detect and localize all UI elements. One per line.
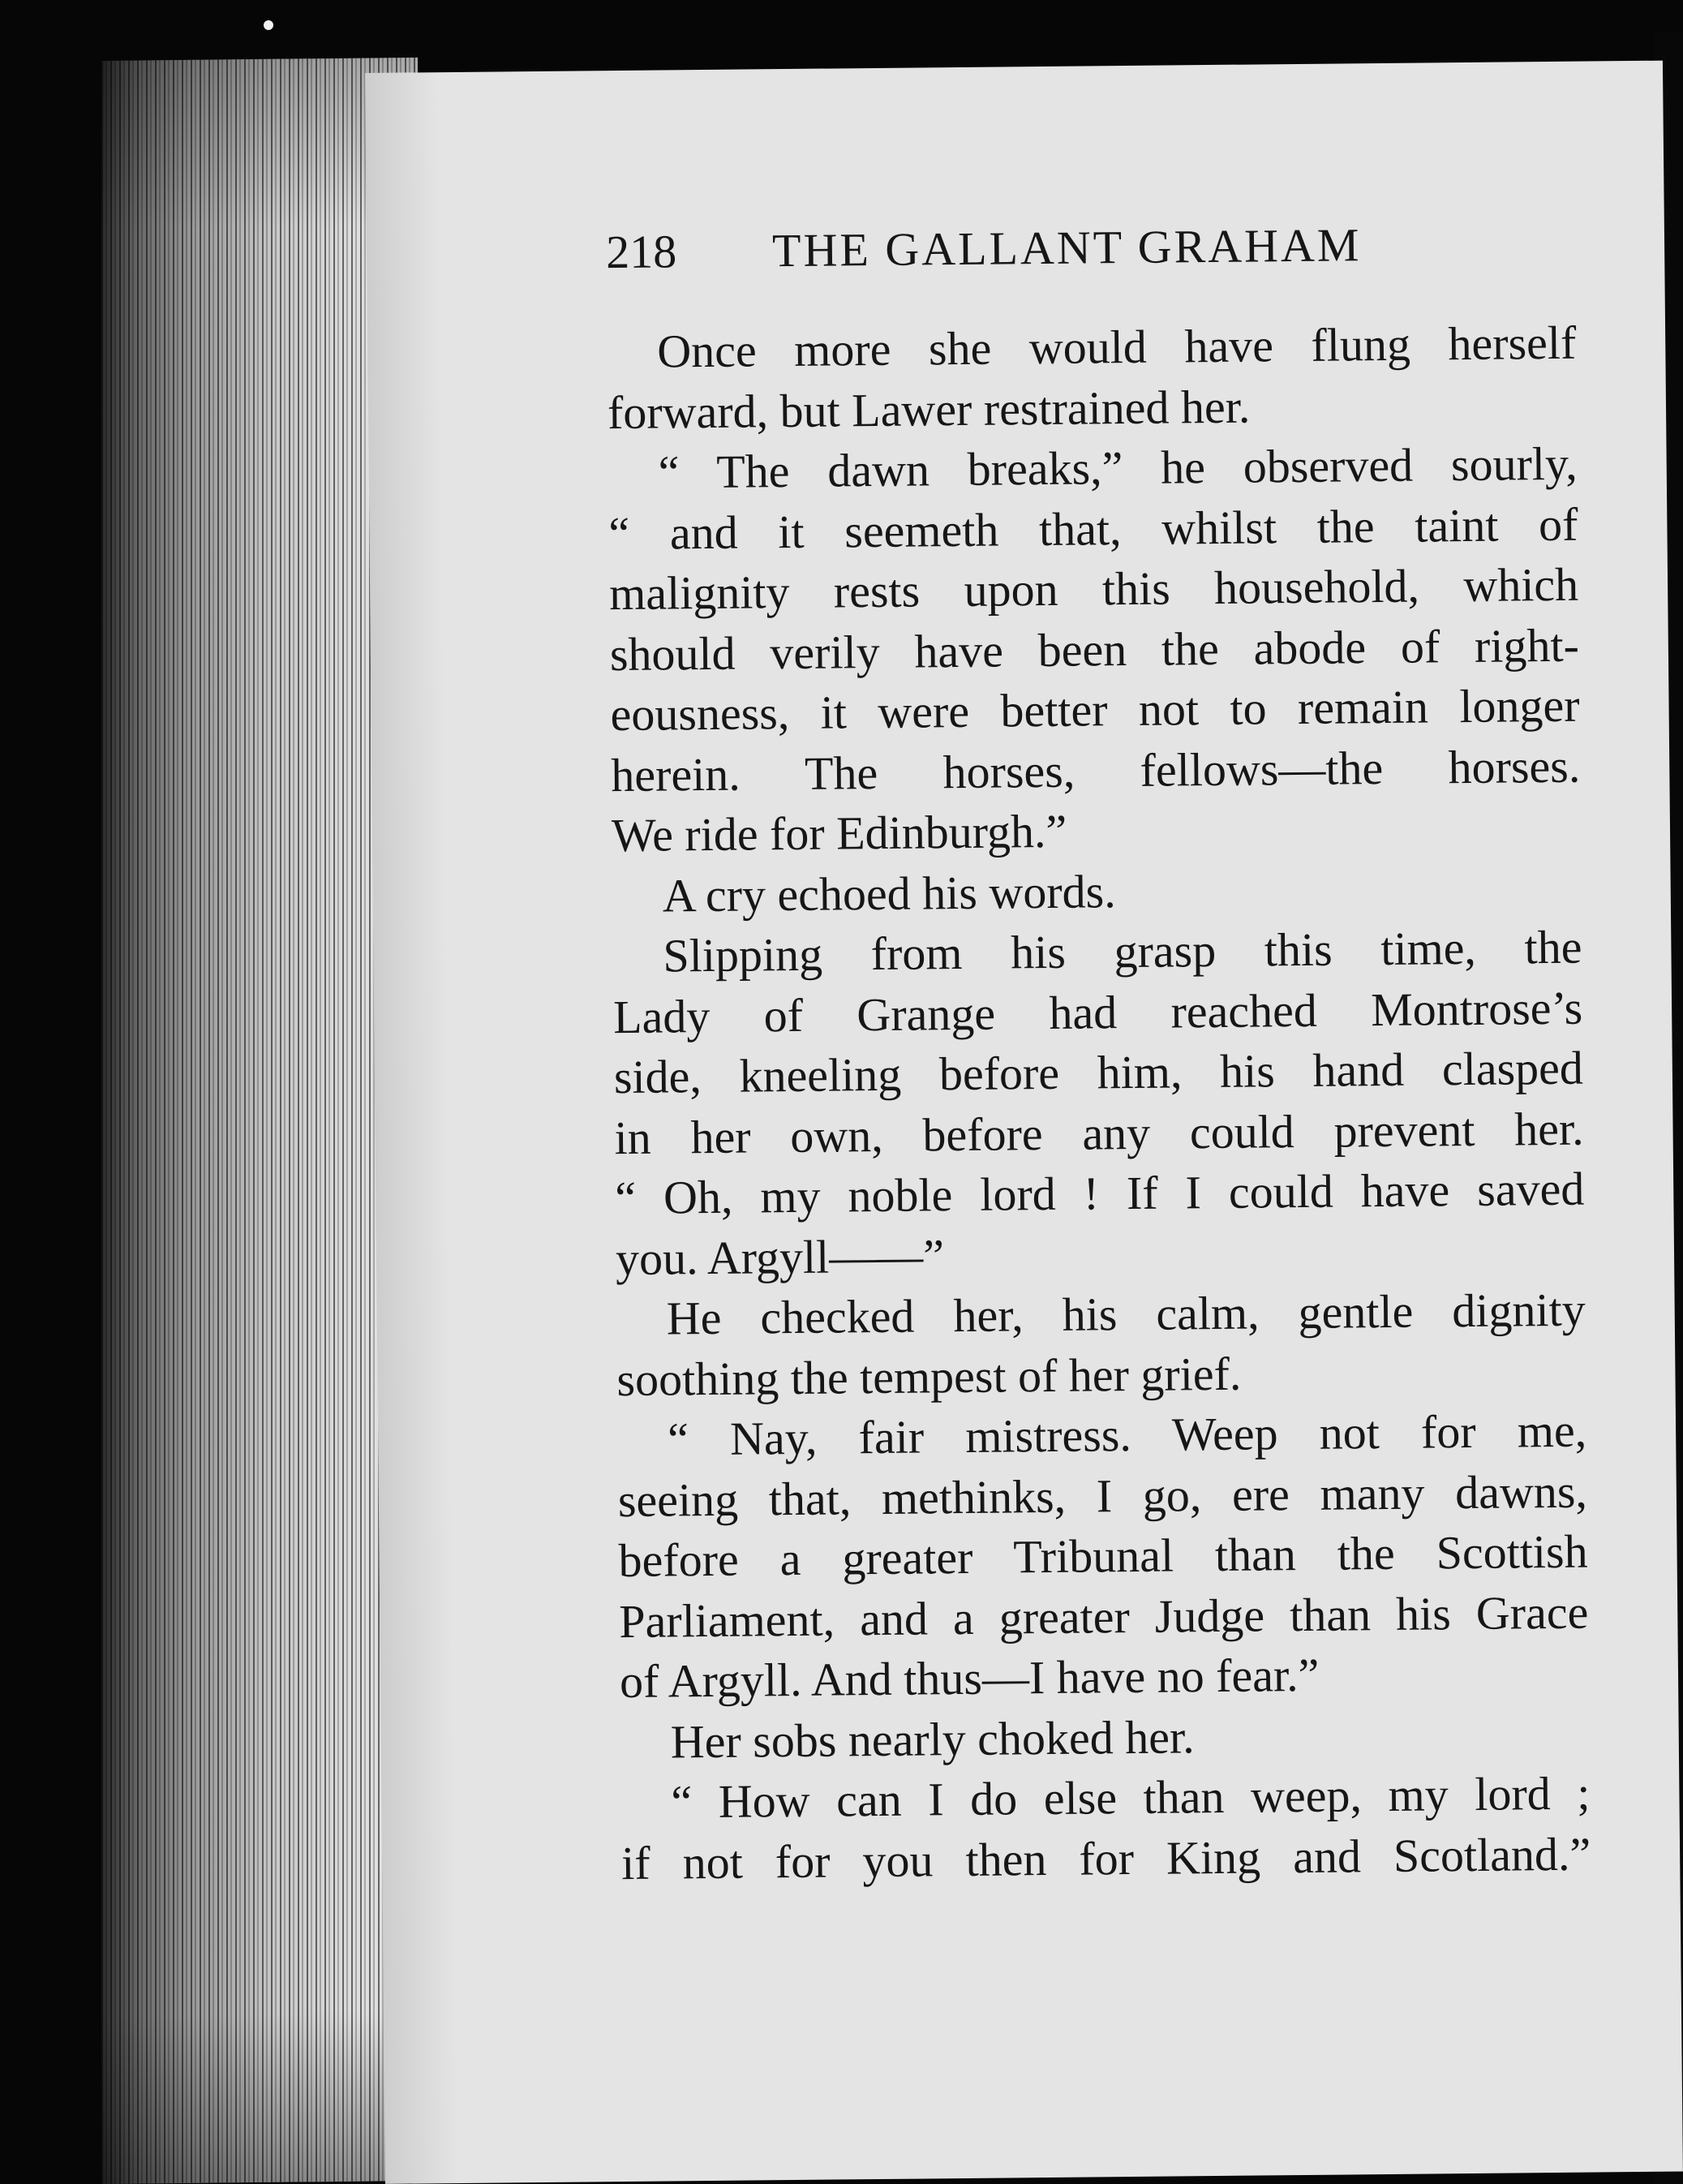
text-line: eousness, it were better not to remain longer	[610, 678, 1580, 742]
text-line: forward, but Lawer restrained her.	[607, 380, 1251, 439]
text-line: Parliament, and a greater Judge than his Grace	[619, 1585, 1589, 1648]
text-line: you. Argyll——”	[615, 1228, 945, 1285]
text-line: before a greater Tribunal than the Scottish	[618, 1524, 1588, 1588]
text-line: malignity rests upon this household, which	[608, 557, 1579, 621]
running-head	[606, 216, 1576, 322]
text-line: of Argyll. And thus—I have no fear.”	[619, 1648, 1320, 1709]
page-text-block	[606, 216, 1591, 1894]
body-text	[607, 313, 1591, 1894]
text-line: A cry echoed his words.	[662, 864, 1116, 922]
text-line: seeing that, methinks, I go, ere many dawns,	[617, 1464, 1588, 1527]
running-title: THE GALLANT GRAHAM	[771, 218, 1362, 277]
text-line: Slipping from his grasp this time, the	[663, 920, 1582, 982]
book-page	[365, 61, 1683, 2184]
text-line: We ride for Edinburgh.”	[611, 804, 1067, 862]
text-line: side, kneeling before him, his hand clasped	[613, 1041, 1584, 1104]
text-line: in her own, before any could prevent her.	[614, 1102, 1584, 1164]
text-line: soothing the tempest of her grief.	[616, 1347, 1242, 1406]
text-line: herein. The horses, fellows—the horses.	[611, 739, 1581, 802]
text-line: Her sobs nearly choked her.	[670, 1709, 1195, 1768]
text-line: should verily have been the abode of right-	[609, 618, 1580, 681]
text-line: “ The dawn breaks,” he observed sourly,	[658, 436, 1578, 499]
text-line: Lady of Grange had reached Montrose’s	[612, 981, 1583, 1043]
text-line: Once more she would have flung herself	[656, 316, 1577, 378]
text-line: “ Oh, my noble lord ! If I could have saved	[615, 1162, 1585, 1225]
page-number: 218	[605, 225, 677, 279]
text-line: if not for you then for King and Scotland.”	[620, 1827, 1591, 1890]
text-line: “ and it seemeth that, whilst the taint of	[608, 497, 1578, 560]
dust-speck	[264, 20, 273, 30]
text-line: He checked her, his calm, gentle dignity	[666, 1283, 1586, 1345]
text-line: “ Nay, fair mistress. Weep not for me,	[667, 1404, 1587, 1466]
text-line: “ How can I do else than weep, my lord ;	[671, 1766, 1591, 1829]
